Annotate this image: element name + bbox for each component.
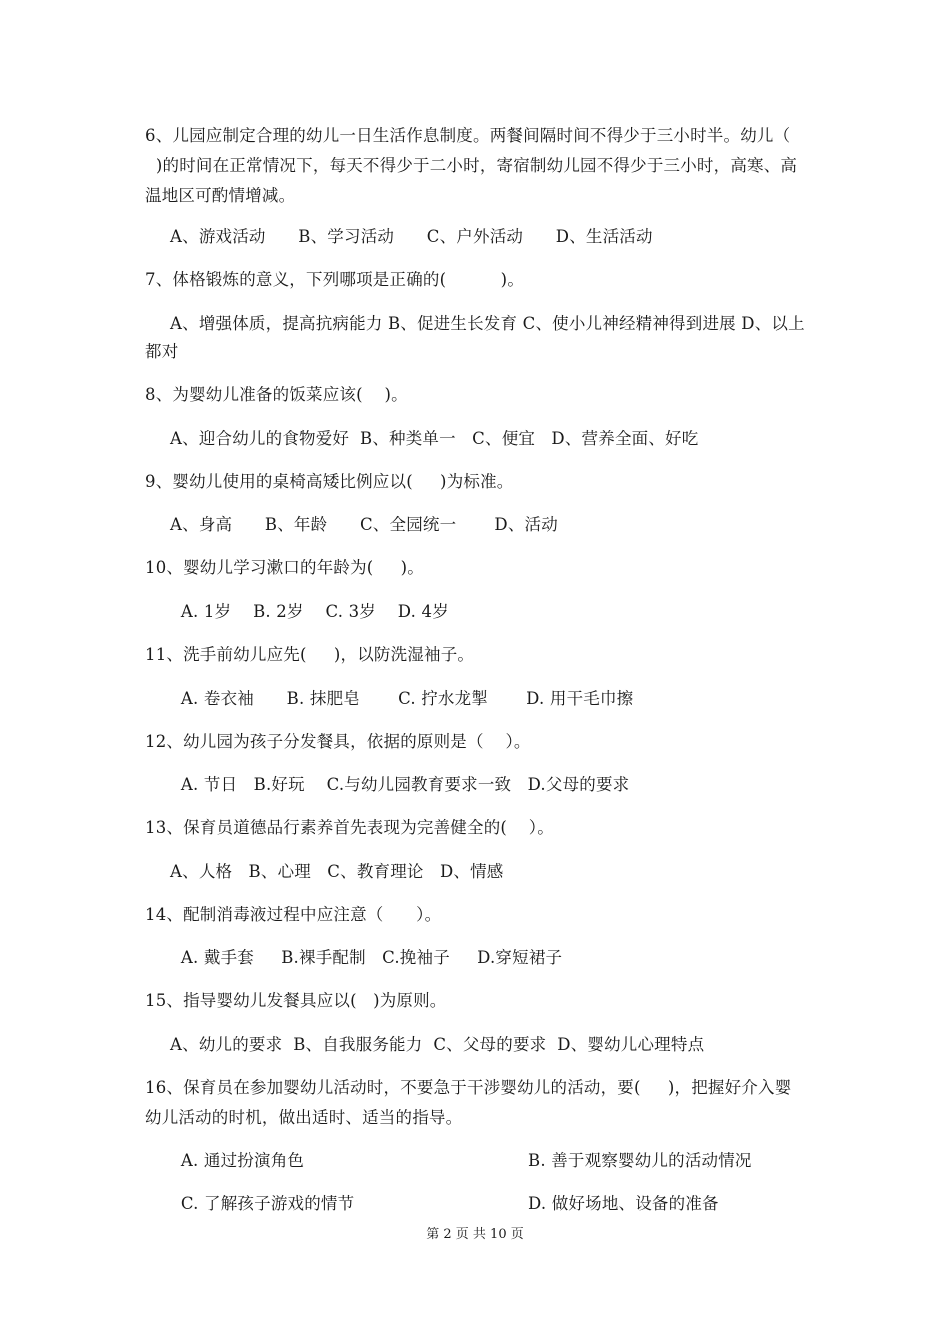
question-16-option-c: C. 了解孩子游戏的情节: [170, 1194, 355, 1213]
question-15-line-1: 15、指导婴幼儿发餐具应以( )为原则。: [145, 991, 447, 1010]
question-10-line-1: 10、婴幼儿学习漱口的年龄为( )。: [145, 558, 424, 577]
question-13-options: A、人格 B、心理 C、教育理论 D、情感: [170, 862, 504, 881]
question-14-line-1: 14、配制消毒液过程中应注意（ ）。: [145, 905, 442, 924]
question-16-line-2: 幼儿活动的时机，做出适时、适当的指导。: [145, 1108, 463, 1127]
question-8-line-1: 8、为婴幼儿准备的饭菜应该( )。: [145, 385, 408, 404]
question-12-line-1: 12、幼儿园为孩子分发餐具，依据的原则是（ ）。: [145, 732, 531, 751]
question-7-options-line-2: 都对: [145, 342, 179, 361]
question-16-option-b: B. 善于观察婴幼儿的活动情况: [528, 1151, 752, 1170]
question-12-options: A. 节日 B.好玩 C.与幼儿园教育要求一致 D.父母的要求: [170, 775, 630, 794]
question-11-options: A. 卷衣袖 B. 抹肥皂 C. 拧水龙掣 D. 用干毛巾擦: [170, 689, 634, 708]
question-10-options: A. 1岁 B. 2岁 C. 3岁 D. 4岁: [170, 602, 449, 621]
question-7-options-line-1: A、增强体质，提高抗病能力 B、促进生长发育 C、使小儿神经精神得到进展 D、以上: [170, 314, 805, 333]
question-6-line-2: )的时间在正常情况下，每天不得少于二小时，寄宿制幼儿园不得少于三小时，高寒、高: [145, 156, 798, 175]
question-9-options: A、身高 B、年龄 C、全园统一 D、活动: [170, 515, 558, 534]
question-6-line-3: 温地区可酌情增减。: [145, 186, 296, 205]
question-14-options: A. 戴手套 B.裸手配制 C.挽袖子 D.穿短裙子: [170, 948, 563, 967]
question-9-line-1: 9、婴幼儿使用的桌椅高矮比例应以( )为标准。: [145, 472, 514, 491]
question-11-line-1: 11、洗手前幼儿应先( )，以防洗湿袖子。: [145, 645, 475, 664]
question-8-options: A、迎合幼儿的食物爱好 B、种类单一 C、便宜 D、营养全面、好吃: [170, 429, 699, 448]
page-number-footer: 第 2 页 共 10 页: [426, 1227, 524, 1242]
question-16-option-d: D. 做好场地、设备的准备: [528, 1194, 719, 1213]
question-16-line-1: 16、保育员在参加婴幼儿活动时，不要急于干涉婴幼儿的活动，要( )，把握好介入婴: [145, 1078, 792, 1097]
question-13-line-1: 13、保育员道德品行素养首先表现为完善健全的( ）。: [145, 818, 554, 837]
question-7-line-1: 7、体格锻炼的意义，下列哪项是正确的( )。: [145, 270, 525, 289]
question-15-options: A、幼儿的要求 B、自我服务能力 C、父母的要求 D、婴幼儿心理特点: [170, 1035, 705, 1054]
question-6-options: A、游戏活动 B、学习活动 C、户外活动 D、生活活动: [170, 227, 653, 246]
question-16-option-a: A. 通过扮演角色: [170, 1151, 305, 1170]
question-6-line-1: 6、儿园应制定合理的幼儿一日生活作息制度。两餐间隔时间不得少于三小时半。幼儿（: [145, 126, 791, 145]
